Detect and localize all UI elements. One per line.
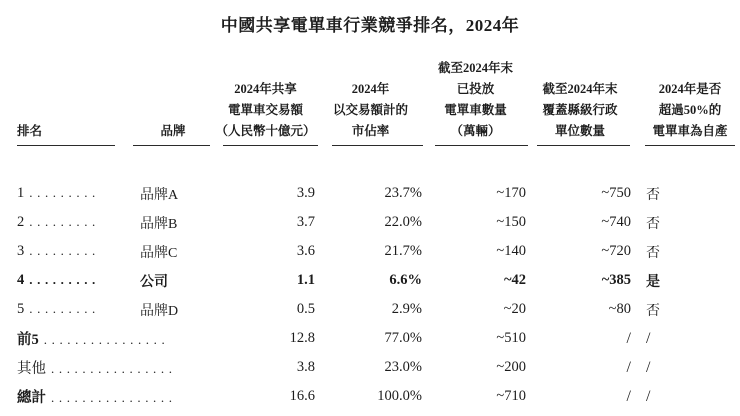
dot-leader: ................ [51,390,177,405]
rank-cell: 2 ......... [17,214,100,230]
na-slash: / [626,329,631,347]
gtv-cell: 16.6 [289,388,315,404]
coverage-cell: ~720 [601,243,631,259]
inhouse-cell: 否 [646,187,660,203]
summary-label-cell: 總計 ................ [17,390,177,406]
table-row-rank3 [17,237,735,266]
gtv-cell: 3.6 [296,243,315,259]
table-row-rank1 [17,179,735,208]
gtv-cell: 1.1 [296,272,315,288]
rank-cell: 3 ......... [17,243,100,259]
share-cell: 100.0% [377,388,422,404]
dot-leader: ......... [29,214,100,229]
brand-cell: 公司 [140,274,168,290]
fleet-cell: ~20 [503,301,526,317]
brand-cell: 品牌D [140,303,179,319]
na-slash: / [626,358,631,376]
header-underline [537,145,630,146]
inhouse-cell: 是 [646,274,660,290]
column-header-rank: 排名 [17,58,133,146]
summary-label-cell: 前5 ................ [17,332,170,348]
rank-cell: 1 ......... [17,185,100,201]
gtv-cell: 3.7 [296,214,315,230]
inhouse-cell: 否 [646,216,660,232]
brand-cell: 品牌B [140,216,178,232]
table-row-rank2 [17,208,735,237]
header-underline [645,145,735,146]
coverage-cell: ~740 [601,214,631,230]
header-underline [133,145,210,146]
column-header-inhouse: 2024年是否 超過50%的 電單車為自產 [645,58,735,146]
share-cell: 6.6% [389,272,422,288]
dot-leader: ................ [43,332,170,347]
summary-label-cell: 其他 ................ [17,361,177,377]
fleet-cell: ~510 [496,330,526,346]
header-underline [435,145,528,146]
rank-cell: 4 ......... [17,272,100,288]
fleet-cell: ~42 [503,272,526,288]
ranking-table [17,58,735,411]
table-row-rank5 [17,295,735,324]
table-row-total [17,382,735,411]
header-underline [332,145,423,146]
share-cell: 22.0% [384,214,422,230]
column-gap [632,58,645,146]
share-cell: 21.7% [384,243,422,259]
fleet-cell: ~140 [496,243,526,259]
rank-cell: 5 ......... [17,301,100,317]
share-cell: 23.7% [384,185,422,201]
table-body [17,179,735,411]
table-header-row [17,58,735,146]
inhouse-cell: 否 [646,303,660,319]
header-underline [223,145,318,146]
page-title: 中國共享電單車行業競爭排名，2024年 [220,16,520,35]
table-row-top5 [17,324,735,353]
gtv-cell: 3.8 [296,359,315,375]
coverage-cell: ~80 [608,301,631,317]
dot-leader: ......... [29,243,100,258]
gtv-cell: 3.9 [296,185,315,201]
column-header-coverage: 截至2024年末 覆蓋縣級行政 單位數量 [528,58,632,146]
inhouse-cell: 否 [646,245,660,261]
na-slash: / [626,387,631,405]
fleet-cell: ~150 [496,214,526,230]
na-slash: / [646,358,651,376]
coverage-cell: ~750 [601,185,631,201]
column-header-fleet: 截至2024年末 已投放 電單車數量 （萬輛） [423,58,528,146]
dot-leader: ......... [29,301,100,316]
column-header-market-share: 2024年 以交易額計的 市佔率 [318,58,423,146]
dot-leader: ................ [51,361,177,376]
gtv-cell: 0.5 [296,301,315,317]
column-header-gtv: 2024年共享 電單車交易額 （人民幣十億元） [213,58,318,146]
fleet-cell: ~200 [496,359,526,375]
column-header-brand: 品牌 [133,58,213,146]
dot-leader: ......... [29,272,100,287]
brand-cell: 品牌A [140,187,179,203]
fleet-cell: ~710 [496,388,526,404]
table-row-others [17,353,735,382]
na-slash: / [646,329,651,347]
fleet-cell: ~170 [496,185,526,201]
share-cell: 2.9% [391,301,422,317]
share-cell: 23.0% [384,359,422,375]
share-cell: 77.0% [384,330,422,346]
gtv-cell: 12.8 [289,330,315,346]
coverage-cell: ~385 [601,272,631,288]
header-underline [17,145,115,146]
table-row-rank4-company [17,266,735,295]
brand-cell: 品牌C [140,245,178,261]
na-slash: / [646,387,651,405]
dot-leader: ......... [29,185,100,200]
